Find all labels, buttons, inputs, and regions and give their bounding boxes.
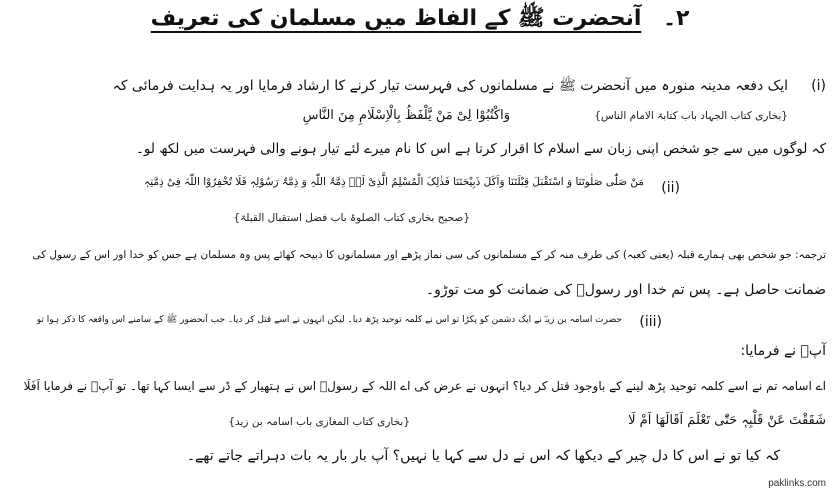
paragraph-ii-translation-line-1: ترجمہ: جو شخص بھی ہمارے قبلہ (یعنی کعبہ) کی طرف منہ کر کے مسلمانوں کی سی نماز پڑھے اور مسلمانوں کا ذبیحہ کھائے پس وہ مسلمان ہے جس کو خدا اور اس کے رسول کی	[32, 249, 826, 261]
hadith-ii-reference: {صحیح بخاری کتاب الصلوۃ باب فضل استقبال القبلۃ}	[233, 212, 470, 224]
paragraph-ii-translation-line-2: ضمانت حاصل ہے۔ پس تم خدا اور رسولؐ کی ضمانت کو مت توڑو۔	[425, 282, 826, 298]
item-marker-i: (i)	[811, 78, 826, 94]
paragraph-iii-line-1: حضرت اسامہ بن زیدؓ نے ایک دشمن کو پکڑا تو اس نے کلمہ توحید پڑھ دیا۔ لیکن انہوں نے اسے قتل کر دیا۔ جب آنحضور ﷺ کے سامنے اس واقعہ کا ذکر ہوا تو	[36, 315, 622, 325]
hadith-iii-reference: {بخاری کتاب المغازی باب اسامہ بن زید}	[228, 416, 410, 428]
paragraph-iii-line-2: آپؐ نے فرمایا:	[740, 343, 826, 359]
hadith-i-arabic: وَاکْتُبُوْا لِیْ مَنْ یَّلْفَظُ بِالْاِسْلَامِ مِنَ النَّاسِ	[302, 108, 510, 123]
paragraph-iii-translation: کہ کیا تو نے اس کا دل چیر کے دیکھا کہ اس نے دل سے کہا یا نہیں؟ آپ بار بار یہ بات دہراتے جاتے تھے۔	[186, 448, 780, 464]
hadith-iii-arabic: شَقَقْتَ عَنْ قَلْبِہٖ حَتّٰی تَعْلَمَ اَقَالَھَا اَمْ لَا	[628, 413, 826, 428]
paragraph-i-translation: کہ لوگوں میں سے جو شخص اپنی زبان سے اسلام کا اقرار کرتا ہے اس کا نام میرے لئے تیار ہونے والی فہرست میں لکھ لو۔	[135, 141, 826, 157]
paragraph-iii-line-3: اے اسامہ تم نے اسے کلمہ توحید پڑھ لینے کے باوجود قتل کر دیا؟ انہوں نے عرض کی اے اللہ کے رسولؐ اس نے ہتھیار کے ڈر سے ایسا کہا تھا۔ تو آپؐ نے فرمایا اَفَلَا	[23, 379, 826, 393]
watermark: paklinks.com	[768, 478, 826, 489]
hadith-i-reference: {بخاری کتاب الجہاد باب کتابۃ الامام الناس}	[594, 110, 788, 122]
paragraph-i-line-1: ایک دفعہ مدینہ منورہ میں آنحضرت ﷺ نے مسلمانوں کی فہرست تیار کرنے کا ارشاد فرمایا اور یہ ہدایت فرمائی کہ	[112, 78, 788, 94]
hadith-ii-arabic: مَنْ صَلّٰی صَلٰوتَنَا وَ اسْتَقْبَلَ قِبْلَتَنَا وَاَکَلَ ذَبِیْحَتَنَا فَذٰلِکَ الْمُسْلِمُ الَّذِیْ لَہٗ ذِمَّۃُ اللّٰہِ وَ ذِمَّۃُ رَسُوْلِہٖ فَلَا تُخْفِرُوْا اللّٰہَ فِیْ ذِمَّتِہٖ	[144, 176, 644, 188]
heading-text: آنحضرت ﷺ کے الفاظ میں مسلمان کی تعریف	[150, 6, 642, 31]
item-marker-ii: (ii)	[661, 180, 680, 196]
page-title	[0, 4, 840, 36]
heading-number: ۲۔	[663, 6, 690, 31]
item-marker-iii: (iii)	[639, 314, 662, 330]
